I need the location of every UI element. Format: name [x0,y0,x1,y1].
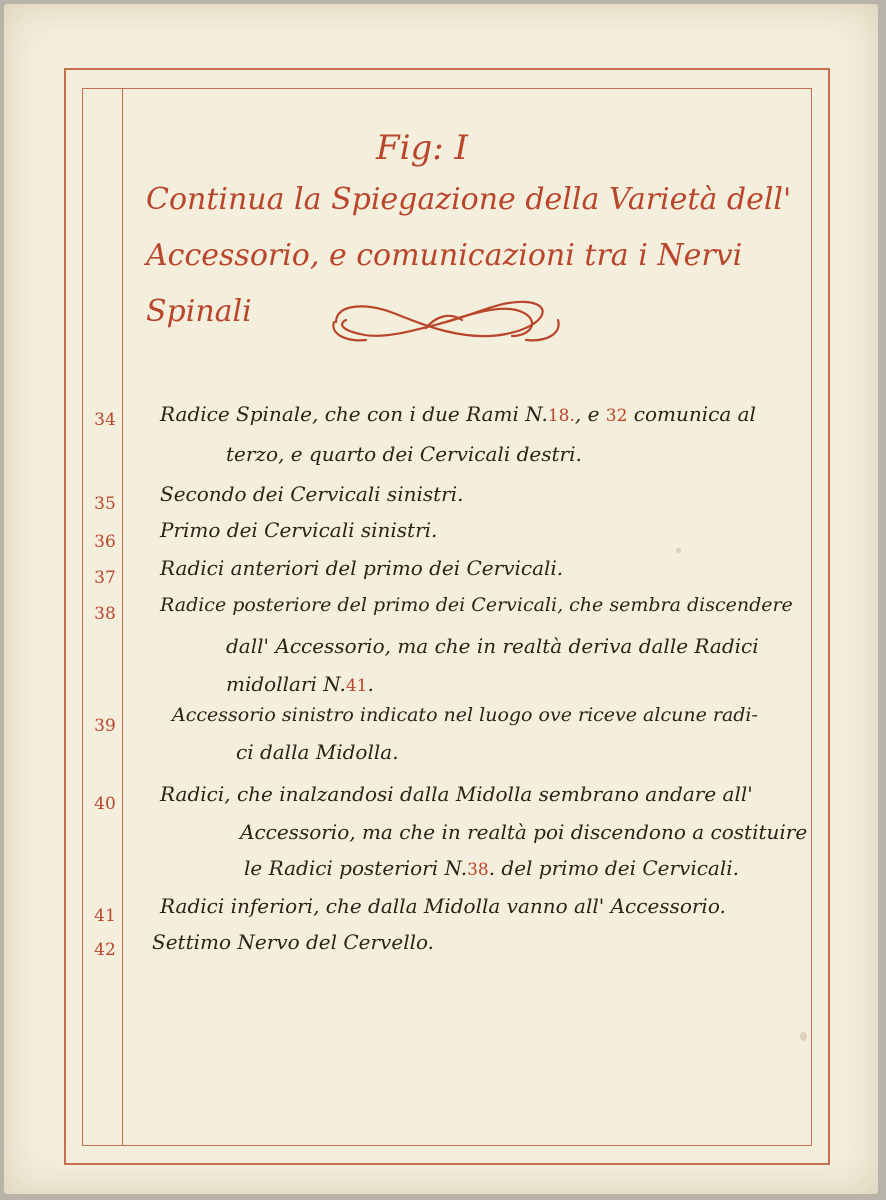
ornamental-flourish-icon [326,290,566,350]
entry-number: 37 [94,568,116,588]
entry-number: 36 [94,532,116,552]
margin-rule [122,88,123,1146]
entry-text-line: Radice posteriore del primo dei Cervicali, che sembra discendere [160,594,793,616]
entry-text-line: Accessorio sinistro indicato nel luogo ove riceve alcune radi- [172,704,758,726]
entry-text-line [160,402,756,426]
text-segment: midollari N. [226,672,346,696]
entry-text-line: Secondo dei Cervicali sinistri. [160,482,464,506]
text-segment: . [367,672,374,696]
entry-number: 40 [94,794,116,814]
entry-number: 34 [94,410,116,430]
entry-text-line: Radici anteriori del primo dei Cervicali. [160,556,564,580]
cross-reference: 18. [547,406,575,426]
entry-number: 35 [94,494,116,514]
entry-number: 41 [94,906,116,926]
cross-reference: 38 [467,860,489,880]
entry-text-line: Primo dei Cervicali sinistri. [160,518,438,542]
entry-text-line: ci dalla Midolla. [236,740,399,764]
entry-text-line: dall' Accessorio, ma che in realtà deriva dalle Radici [226,634,759,658]
entry-text-line: Settimo Nervo del Cervello. [152,930,435,954]
entry-number: 38 [94,604,116,624]
entry-number: 42 [94,940,116,960]
text-segment: Radice Spinale, che con i due Rami N. [160,402,548,426]
cross-reference: 41 [345,676,368,696]
entry-text-line: Radici, che inalzandosi dalla Midolla sembrano andare all' [160,782,753,806]
page-title: Continua la Spiegazione della Varietà dell' Accessorio, e comunicazioni tra i Nervi Spinali [146,182,792,329]
text-segment: , e [574,402,606,426]
cross-reference: 32 [605,406,628,426]
entry-text-line: Accessorio, ma che in realtà poi discendono a costituire [240,820,808,844]
text-segment: le Radici posteriori N. [244,856,468,880]
text-segment: comunica al [627,402,756,426]
entry-text-line [226,672,374,696]
entry-number: 39 [94,716,116,736]
entry-text-line: terzo, e quarto dei Cervicali destri. [226,442,582,466]
figure-label: Fig: I [376,128,468,168]
entry-text-line: Radici inferiori, che dalla Midolla vanno all' Accessorio. [160,894,726,918]
entry-text-line [244,856,739,880]
text-segment: . del primo dei Cervicali. [488,856,739,880]
